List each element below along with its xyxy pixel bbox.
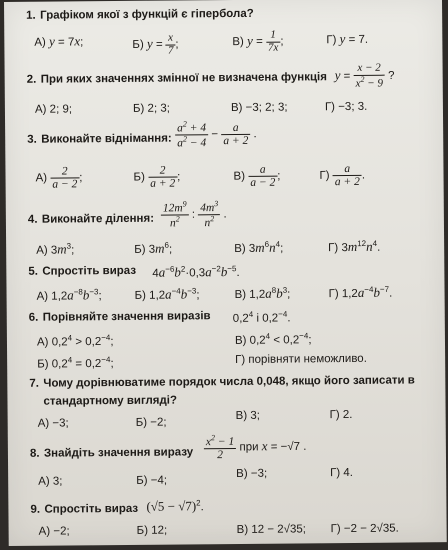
option-d[interactable]: Г) −2 − 2√35.	[330, 522, 399, 536]
option-b[interactable]: Б) $3m^6$;	[134, 240, 173, 256]
question-number: 3.	[27, 133, 37, 146]
question-text: Виконайте віднімання:	[41, 132, 172, 146]
option-d[interactable]: Г) $1,2a^{-4}b^{-7}$.	[328, 284, 393, 301]
question-formula: $\frac{x^2 - 1}{2}$ при x = −√7 .	[204, 433, 307, 461]
question-text: Графіком якої з функцій є гіпербола?	[40, 7, 254, 22]
option-a[interactable]: А) 2; 9;	[34, 103, 73, 116]
option-d[interactable]: Г) 2.	[329, 408, 353, 422]
option-b[interactable]: Б) $1,2a^{-4}b^{-3}$;	[134, 286, 200, 302]
option-b[interactable]: Б) $0,2^4 = 0,2^{-4}$;	[37, 355, 114, 371]
option-a[interactable]: А) $\frac{2}{a - 2}$ ;	[35, 165, 83, 191]
question-formula: y = $\frac{x - 2}{x^2 - 9}$ ?	[334, 61, 395, 90]
question-text: стандартному вигляді?	[43, 394, 178, 408]
option-b[interactable]: Б) 12;	[136, 524, 168, 537]
question-number: 7.	[29, 377, 39, 390]
option-b[interactable]: Б) $\frac{2}{a + 2}$ ;	[133, 164, 181, 190]
worksheet	[4, 0, 447, 546]
question-number: 2.	[26, 73, 37, 86]
question-text: Спростіть вираз	[44, 502, 139, 516]
option-a[interactable]: А) $1,2a^{-8}b^{-3}$;	[36, 287, 102, 303]
option-b[interactable]: Б) y = $\frac{x}{7}$ ;	[132, 31, 179, 57]
question-formula: $\frac{12m^9}{n^2}$ : $\frac{4m^3}{n^2}$ .	[161, 200, 227, 229]
question-number: 4.	[27, 213, 38, 226]
option-d[interactable]: Г) $\frac{a}{a + 2}$ .	[319, 162, 366, 189]
question-text: Чому дорівнюватиме порядок числа 0,048, якщо його записати в	[43, 374, 415, 390]
question-formula: $0,2^4$ і $0,2^{-4}$.	[232, 309, 291, 325]
question-number: 6.	[28, 311, 39, 324]
option-c[interactable]: В) $0,2^4 < 0,2^{-4}$;	[234, 331, 312, 347]
option-d[interactable]: Г) 4.	[330, 466, 354, 480]
option-d[interactable]: Г) y = 7.	[326, 31, 369, 47]
question-number: 9.	[30, 503, 41, 516]
option-d[interactable]: Г) $3m^{12}n^4$.	[328, 238, 381, 255]
question-formula: $(√5 - √7)^2$.	[146, 498, 204, 514]
option-b[interactable]: Б) −2;	[135, 416, 167, 429]
option-c[interactable]: В) −3; 2; 3;	[230, 101, 288, 115]
option-a[interactable]: А) y = 7x;	[34, 33, 84, 49]
option-c[interactable]: В) $\frac{a}{a - 2}$ ;	[233, 163, 281, 189]
option-a[interactable]: А) $0,2^4 > 0,2^{-4}$;	[36, 333, 114, 349]
question-number: 1.	[26, 9, 36, 22]
option-b[interactable]: Б) −4;	[136, 474, 168, 487]
option-c[interactable]: В) 3;	[235, 409, 260, 422]
option-c[interactable]: В) y = $\frac{1}{7x}$ ;	[232, 28, 284, 54]
option-c[interactable]: В) $1,2a^8b^3$;	[234, 285, 291, 301]
option-a[interactable]: А) −2;	[38, 525, 70, 538]
question-text: При яких значеннях змінної не визначена функція	[40, 71, 327, 86]
question-formula: $4a^{-6}b^2\cdot 0,3a^{-2}b^{-5}$.	[152, 264, 240, 280]
question-text: Виконайте ділення:	[41, 212, 155, 226]
option-c[interactable]: В) $3m^6n^4$;	[234, 239, 284, 256]
question-number: 5.	[28, 265, 39, 278]
question-text: Порівняйте значення виразів	[42, 310, 211, 324]
option-d[interactable]: Г) −3; 3.	[324, 100, 368, 114]
question-formula: $\frac{a^2 + 4}{a^2 - 4}$ − $\frac{a}{a + 2}$ .	[175, 120, 257, 149]
question-text: Спростіть вираз	[42, 264, 137, 278]
option-d[interactable]: Г) порівняти неможливо.	[235, 352, 367, 366]
option-c[interactable]: В) −3;	[236, 467, 268, 480]
option-a[interactable]: А) −3;	[37, 417, 69, 430]
option-a[interactable]: А) $3m^3$;	[36, 241, 75, 257]
question-number: 8.	[29, 447, 40, 460]
question-text: Знайдіть значення виразу	[43, 446, 194, 460]
option-a[interactable]: А) 3;	[38, 475, 63, 488]
option-c[interactable]: В) 12 − 2√35;	[236, 523, 306, 536]
option-b[interactable]: Б) 2; 3;	[132, 102, 170, 115]
